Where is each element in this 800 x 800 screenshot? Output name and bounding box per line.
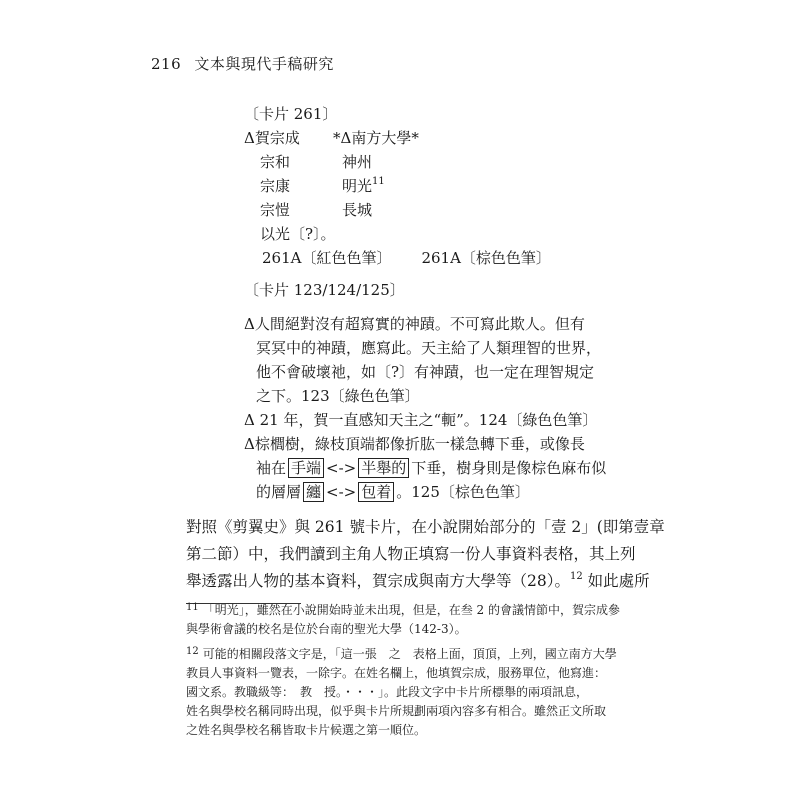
card-261-row-5: 以光〔?〕。 <box>260 225 336 243</box>
card-261-row-1 <box>244 126 574 150</box>
footnote-11: $^{11}$ 「明光」，雖然在小說開始時並未出現，但是，在叁 2 的會議情節中，賀宗成參 與學術會議的校名是位於台南的聖光大學（142-3）。 <box>186 602 621 636</box>
body-paragraph <box>186 514 665 595</box>
card-261-title: 〔卡片 261〕 <box>244 105 338 123</box>
footnote-number: 11 <box>186 602 199 613</box>
paragraph-line: 舉透露出人物的基本資料，賀宗成與南方大學等（28）。$^{12}$ 如此處所 <box>186 571 650 590</box>
card-261-cell-with-note: 明光$^{11}$ <box>342 176 385 195</box>
paragraph-line: 第二節）中，我們讀到主角人物正填寫一份人事資料表格，其上列 <box>186 545 636 563</box>
card-261-school: *Δ南方大學* <box>333 129 419 147</box>
footnote-ref-11: 11 <box>372 176 385 187</box>
running-header <box>151 53 334 74</box>
card-261-row-3 <box>244 174 574 198</box>
paragraph-line: 對照《剪翼史》與 261 號卡片，在小說開始部分的「壹 2」(即第壹章 <box>186 518 665 536</box>
card-261-cell: 宗康 <box>260 177 291 195</box>
replacement-word-box: 半舉的 <box>358 458 409 478</box>
deleted-word-box: 手端 <box>288 458 324 478</box>
card-123-line: 他不會破壞祂，如〔?〕有神蹟，也一定在理智規定 <box>256 363 595 381</box>
page-number: 216 <box>151 55 182 73</box>
book-title: 文本與現代手稿研究 <box>194 55 334 73</box>
footnote-number: 12 <box>186 646 199 657</box>
card-261-cell: 宗愷 <box>260 201 291 219</box>
footnote-12: $^{12}$ 可能的相關段落文字是，「這一張 之 表格上面，頂頂，上列，國立南方大學 教員人事資料一覽表，一除字。在姓名欄上，他填賀宗成，服務單位，他寫進： 國文系。教職級等： 教 授。・・・」。此段文字中卡片所標舉的兩項訊息， 姓名與學校名稱同時出現，似乎與卡片所規劃兩項內容多有相合。雖然正文所取 之姓名與學校名稱皆取卡片候選之第一順位。 <box>186 646 617 737</box>
card-261-pen-notes <box>244 246 574 270</box>
card-123-line: 之下。123〔綠色色筆〕 <box>256 387 420 405</box>
card-261-row-2 <box>244 150 574 174</box>
card-261-name: Δ賀宗成 <box>244 129 300 147</box>
card-123-line: Δ人間絕對沒有超寫實的神蹟。不可寫此欺人。但有 <box>244 315 585 333</box>
replacement-word-box: 包着 <box>358 482 394 502</box>
card-123-title: 〔卡片 123/124/125〕 <box>244 281 405 299</box>
footnote-ref-12: 12 <box>569 571 583 582</box>
pen-note-red: 261A〔紅色色筆〕 <box>262 249 392 267</box>
card-261-row-4 <box>244 198 574 222</box>
card-125-line: Δ棕櫚樹，綠枝頂端都像折肱一樣急轉下垂，或像長 <box>244 435 585 453</box>
card-261-cell: 長城 <box>342 201 373 219</box>
card-261-block <box>244 102 574 270</box>
card-261-cell: 宗和 <box>260 153 291 171</box>
card-125-line-boxed: 袖在 手端 <-> 半舉的 下垂，樹身則是像棕色麻布似 <box>256 459 607 477</box>
deleted-word-box: 纏 <box>303 482 324 502</box>
pen-note-brown: 261A〔棕色色筆〕 <box>421 249 551 267</box>
card-124-line: Δ 21 年，賀一直感知天主之“軛”。124〔綠色色筆〕 <box>244 411 598 429</box>
card-261-cell: 神州 <box>342 153 373 171</box>
card-125-line-boxed: 的層層 纏 <-> 包着 。125〔棕色色筆〕 <box>256 483 530 501</box>
card-123-line: 冥冥中的神蹟，應寫此。天主給了人類理智的世界， <box>256 339 602 357</box>
card-123-block <box>244 278 607 504</box>
